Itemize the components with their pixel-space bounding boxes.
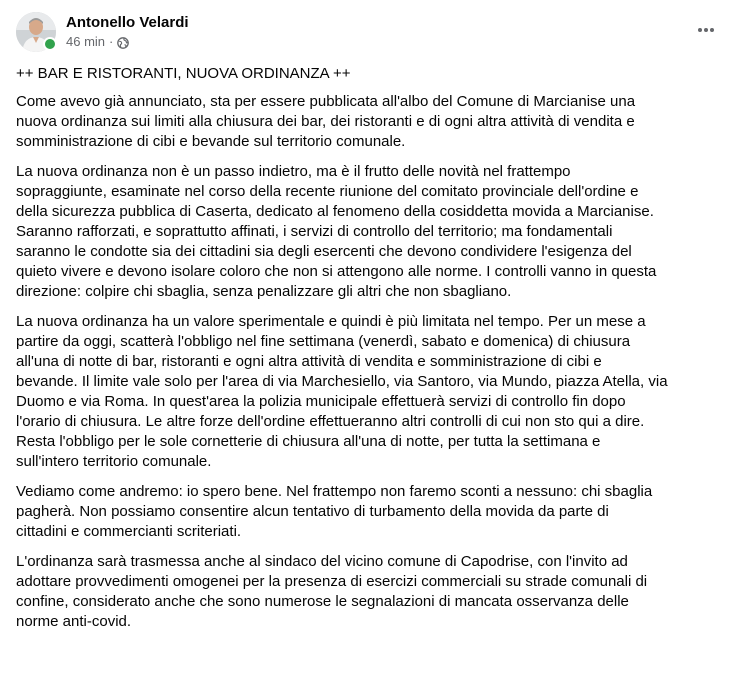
more-options-button[interactable] bbox=[688, 12, 724, 48]
author-avatar[interactable] bbox=[16, 12, 56, 52]
more-horizontal-icon bbox=[696, 20, 716, 40]
meta-separator: · bbox=[109, 34, 114, 49]
post-paragraph: L'ordinanza sarà trasmessa anche al sindaco del vicino comune di Capodrise, con l'invito ad adottare provvedimenti omogenei per la presenza di esercizi commerciali su strade comunali di confine, considerato anche che sono numerose le segnalazioni di mancata osservanza delle norme anti-covid. bbox=[16, 553, 648, 630]
post-headline: ++ BAR E RISTORANTI, NUOVA ORDINANZA ++ bbox=[16, 65, 351, 82]
author-name[interactable]: Antonello Velardi bbox=[66, 14, 189, 31]
post-paragraph: Come avevo già annunciato, sta per essere pubblicata all'albo del Comune di Marcianise una nuova ordinanza sui limiti alla chiusura dei bar, dei ristoranti e di ogni altra attività di vendita e somministrazione di cibi e bevande sul territorio comunale. bbox=[16, 93, 636, 150]
globe-icon[interactable] bbox=[117, 36, 129, 48]
author-info bbox=[66, 13, 189, 51]
post-body bbox=[16, 64, 728, 642]
post-paragraph: La nuova ordinanza non è un passo indietro, ma è il frutto delle novità nel frattempo sopraggiunte, esaminate nel corso della recente riunione del comitato provinciale dell'ordine e della sicurezza pubblica di Caserta, dedicato al fenomeno della cosiddetta movida a Marcianise. Saranno rafforzati, e soprattutto affinati, i servizi di controllo del territorio; ma fondamentali saranno le condotte sia dei cittadini sia degli esercenti che devono condividere l'esigenza del quieto vivere e devono isolare coloro che non si attengono alle norme. I controlli vanno in questa direzione: colpire chi sbaglia, senza penalizzare gli altri che non sbagliano. bbox=[16, 163, 657, 300]
post-time[interactable]: 46 min bbox=[66, 34, 106, 49]
post-meta bbox=[66, 33, 189, 51]
post-header bbox=[16, 8, 189, 56]
online-status-dot bbox=[43, 37, 57, 51]
post-paragraph: La nuova ordinanza ha un valore sperimentale e quindi è più limitata nel tempo. Per un mese a partire da oggi, scatterà l'obbligo nel fine settimana (venerdì, sabato e domenica) di chiusura all'una di notte di bar, ristoranti e ogni altra attività di vendita e somministrazione di cibi e bevande. Il limite vale solo per l'area di via Marchesiello, via Santoro, via Mundo, piazza Atella, via Duomo e via Roma. In quest'area la polizia municipale effettuerà servizi di controllo fin dopo l'orario di chiusura. Le altre forze dell'ordine effettueranno altri controlli di cui non sto qui a dire. Resta l'obbligo per le sole cornetterie di chiusura all'una di notte, per tutta la settimana e sull'intero territorio comunale. bbox=[16, 313, 668, 470]
post-paragraph: Vediamo come andremo: io spero bene. Nel frattempo non faremo sconti a nessuno: chi sbaglia pagherà. Non possiamo consentire alcun tentativo di turbamento della movida da parte di cittadini e commercianti scriteriati. bbox=[16, 483, 653, 540]
